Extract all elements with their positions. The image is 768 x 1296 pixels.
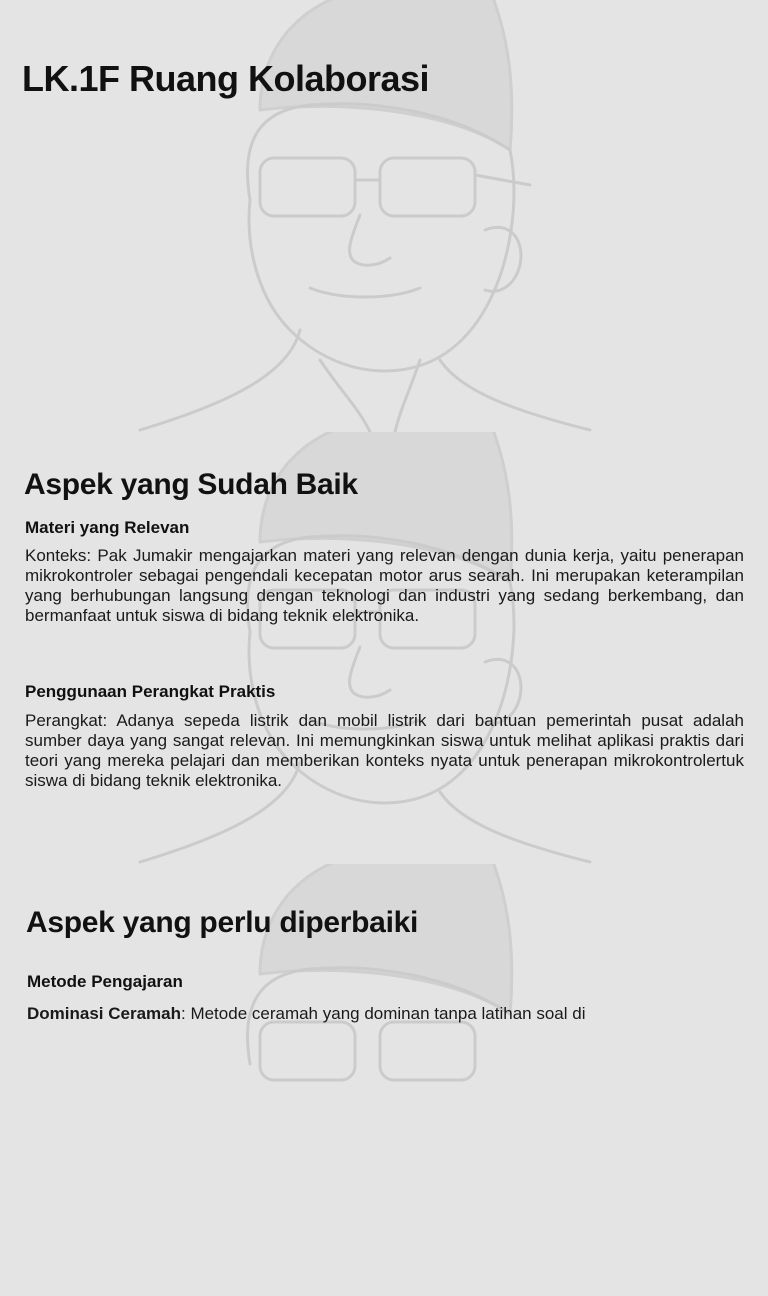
page-title: LK.1F Ruang Kolaborasi (22, 58, 430, 99)
slide-improvements (0, 864, 768, 1296)
subsection-title: Metode Pengajaran (27, 972, 183, 991)
paragraph: Perangkat: Adanya sepeda listrik dan mobil listrik dari bantuan pemerintah pusat adalah sumber daya yang sangat relevan. Ini memungkinkan siswa untuk melihat aplikasi praktis dari teori yang mereka pelajari dan memberikan konteks nyata untuk penerapan mikrokontrolertuk siswa di bidang teknik elektronika. (25, 711, 744, 790)
paragraph (27, 1004, 746, 1024)
slide-strengths (0, 432, 768, 864)
lead-term: Dominasi Ceramah (27, 1004, 181, 1023)
subsection-title: Materi yang Relevan (25, 518, 190, 537)
section-heading: Aspek yang perlu diperbaiki (26, 906, 419, 939)
section-heading: Aspek yang Sudah Baik (24, 468, 358, 501)
paragraph: Konteks: Pak Jumakir mengajarkan materi yang relevan dengan dunia kerja, yaitu penerapan mikrokontroler sebagai pengendali kecepatan motor arus searah. Ini merupakan keterampilan yang berhubungan langsung dengan teknologi dan industri yang sedang berkembang, dan bermanfaat untuk siswa di bidang teknik elektronika. (25, 546, 744, 625)
paragraph-text: : Metode ceramah yang dominan tanpa latihan soal di (181, 1004, 586, 1023)
subsection-title: Penggunaan Perangkat Praktis (25, 682, 276, 701)
slide-title (0, 0, 768, 432)
